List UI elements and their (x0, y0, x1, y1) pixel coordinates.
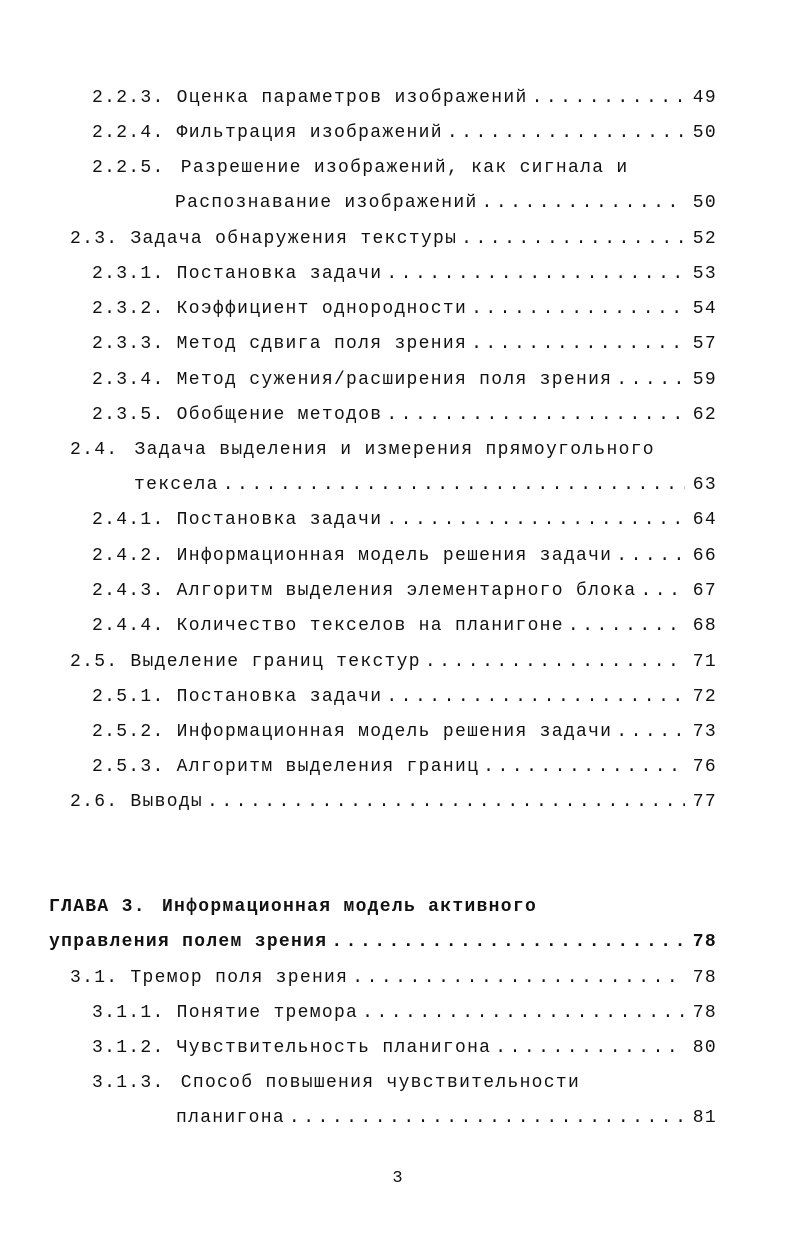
toc-entry-number: 2.3.2. (92, 299, 165, 319)
toc-entry-title: Алгоритм выделения границ (176, 757, 480, 777)
toc-entry-page: 50 (692, 123, 717, 143)
toc-entry-title: Метод сужения/расширения поля зрения (176, 370, 613, 390)
toc-entry (92, 720, 717, 744)
toc-entry-page: 68 (692, 616, 717, 636)
toc-entry-title: Выделение границ текстур (130, 652, 421, 672)
toc-entry-number: 2.4.1. (92, 510, 165, 530)
dot-leader (616, 368, 684, 392)
toc-entry-number: 2.3.4. (92, 370, 165, 390)
toc-entry-title: Метод сдвига поля зрения (176, 334, 468, 354)
dot-leader (386, 403, 684, 427)
chapter-heading-first-line (49, 895, 537, 919)
toc-entry-page: 57 (692, 334, 717, 354)
dot-leader (386, 685, 684, 709)
toc-entry (92, 368, 717, 392)
toc-entry-number: 2.2.4. (92, 123, 165, 143)
dot-leader (495, 1036, 685, 1060)
toc-entry-number: 3.1.2. (92, 1038, 165, 1058)
toc-entry-page: 62 (692, 405, 717, 425)
toc-entry-title: Распознавание изображений (175, 193, 478, 213)
toc-entry-page: 67 (692, 581, 717, 601)
toc-entry-first-line (70, 438, 655, 462)
toc-entry-number: 2.4. (70, 440, 119, 460)
toc-entry (92, 579, 717, 603)
toc-entry-title: Способ повышения чувствительности (180, 1073, 581, 1093)
toc-entry-title: планигона (176, 1108, 285, 1128)
dot-leader (207, 790, 685, 814)
chapter-number: ГЛАВА 3. (49, 897, 146, 917)
toc-entry-number: 2.5.1. (92, 687, 165, 707)
dot-leader (568, 614, 685, 638)
toc-entry-number: 2.6. (70, 792, 119, 812)
dot-leader (386, 508, 684, 532)
toc-entry (92, 86, 717, 110)
toc-entry-number: 2.3.3. (92, 334, 165, 354)
toc-entry-title: Постановка задачи (176, 264, 383, 284)
toc-entry-title: Понятие тремора (176, 1003, 359, 1023)
toc-entry-continuation (134, 473, 717, 497)
toc-entry-page: 78 (692, 968, 717, 988)
toc-entry-title: Постановка задачи (176, 510, 383, 530)
toc-entry-page: 77 (692, 792, 717, 812)
toc-entry-number: 2.2.3. (92, 88, 165, 108)
toc-entry-number: 2.3.5. (92, 405, 165, 425)
chapter-heading-continuation (49, 930, 717, 954)
toc-entry-page: 63 (692, 475, 717, 495)
toc-entry-title: Чувствительность планигона (176, 1038, 492, 1058)
toc-entry-page: 50 (692, 193, 717, 213)
dot-leader (331, 930, 684, 954)
dot-leader (471, 297, 685, 321)
toc-entry (92, 1036, 717, 1060)
toc-entry-title: Обобщение методов (176, 405, 383, 425)
toc-entry-title: Разрешение изображений, как сигнала и (180, 158, 629, 178)
toc-entry (92, 121, 717, 145)
toc-entry-title: Задача обнаружения текстуры (130, 229, 458, 249)
toc-entry-page: 76 (692, 757, 717, 777)
toc-entry (92, 614, 717, 638)
dot-leader (352, 966, 685, 990)
toc-entry-continuation (175, 191, 717, 215)
toc-entry-number: 2.4.2. (92, 546, 165, 566)
toc-entry-title: Количество текселов на планигоне (176, 616, 564, 636)
toc-entry-page: 71 (692, 652, 717, 672)
toc-entry-title: Оценка параметров изображений (176, 88, 528, 108)
toc-entry-page: 52 (692, 229, 717, 249)
toc-entry-number: 2.5. (70, 652, 119, 672)
page-number-footer: 3 (392, 1169, 403, 1188)
dot-leader (471, 332, 685, 356)
chapter-title: Информационная модель активного (161, 897, 538, 917)
toc-entry-title: Коэффициент однородности (176, 299, 468, 319)
dot-leader (616, 720, 684, 744)
toc-entry-page: 78 (692, 1003, 717, 1023)
toc-entry-page: 73 (692, 722, 717, 742)
toc-entry-page: 72 (692, 687, 717, 707)
toc-entry-number: 2.3.1. (92, 264, 165, 284)
toc-entry-page: 64 (692, 510, 717, 530)
toc-entry-number: 2.5.3. (92, 757, 165, 777)
toc-entry-page: 59 (692, 370, 717, 390)
toc-entry-title: тексела (134, 475, 219, 495)
toc-entry-page: 49 (692, 88, 717, 108)
toc-entry (70, 650, 717, 674)
dot-leader (289, 1106, 685, 1130)
dot-leader (483, 755, 685, 779)
toc-entry (92, 755, 717, 779)
toc-entry (92, 508, 717, 532)
toc-entry (92, 544, 717, 568)
dot-leader (223, 473, 685, 497)
toc-entry (70, 790, 717, 814)
toc-entry (92, 332, 717, 356)
toc-entry (70, 966, 717, 990)
toc-entry (92, 1001, 717, 1025)
toc-entry (92, 685, 717, 709)
toc-entry-page: 53 (692, 264, 717, 284)
dot-leader (461, 227, 685, 251)
toc-entry-title: Информационная модель решения задачи (176, 722, 613, 742)
toc-entry-number: 2.4.4. (92, 616, 165, 636)
toc-entry-number: 2.2.5. (92, 158, 165, 178)
dot-leader (616, 544, 684, 568)
toc-entry-title: Алгоритм выделения элементарного блока (176, 581, 637, 601)
toc-entry-number: 2.5.2. (92, 722, 165, 742)
toc-entry-number: 2.4.3. (92, 581, 165, 601)
toc-entry (92, 262, 717, 286)
toc-entry-number: 2.3. (70, 229, 119, 249)
toc-entry-title: Фильтрация изображений (176, 123, 443, 143)
toc-entry-title: Постановка задачи (176, 687, 383, 707)
toc-entry (92, 297, 717, 321)
toc-entry-title: Выводы (130, 792, 204, 812)
dot-leader (386, 262, 684, 286)
toc-entry-title: Информационная модель решения задачи (176, 546, 613, 566)
toc-entry (92, 403, 717, 427)
toc-entry-first-line (92, 1071, 580, 1095)
toc-entry-number: 3.1. (70, 968, 119, 988)
toc-entry-page: 66 (692, 546, 717, 566)
toc-entry (70, 227, 717, 251)
toc-entry-number: 3.1.3. (92, 1073, 165, 1093)
toc-entry-page: 81 (692, 1108, 717, 1128)
toc-entry-page: 54 (692, 299, 717, 319)
toc-entry-first-line (92, 156, 629, 180)
toc-entry-number: 3.1.1. (92, 1003, 165, 1023)
toc-entry-continuation (176, 1106, 717, 1130)
toc-entry-title: Задача выделения и измерения прямоугольного (134, 440, 655, 460)
dot-leader (482, 191, 685, 215)
toc-entry-page: 80 (692, 1038, 717, 1058)
chapter-title: управления полем зрения (49, 932, 328, 952)
chapter-page: 78 (692, 932, 717, 952)
toc-entry-title: Тремор поля зрения (130, 968, 349, 988)
dot-leader (425, 650, 685, 674)
dot-leader (641, 579, 685, 603)
dot-leader (447, 121, 685, 145)
dot-leader (532, 86, 685, 110)
dot-leader (362, 1001, 685, 1025)
